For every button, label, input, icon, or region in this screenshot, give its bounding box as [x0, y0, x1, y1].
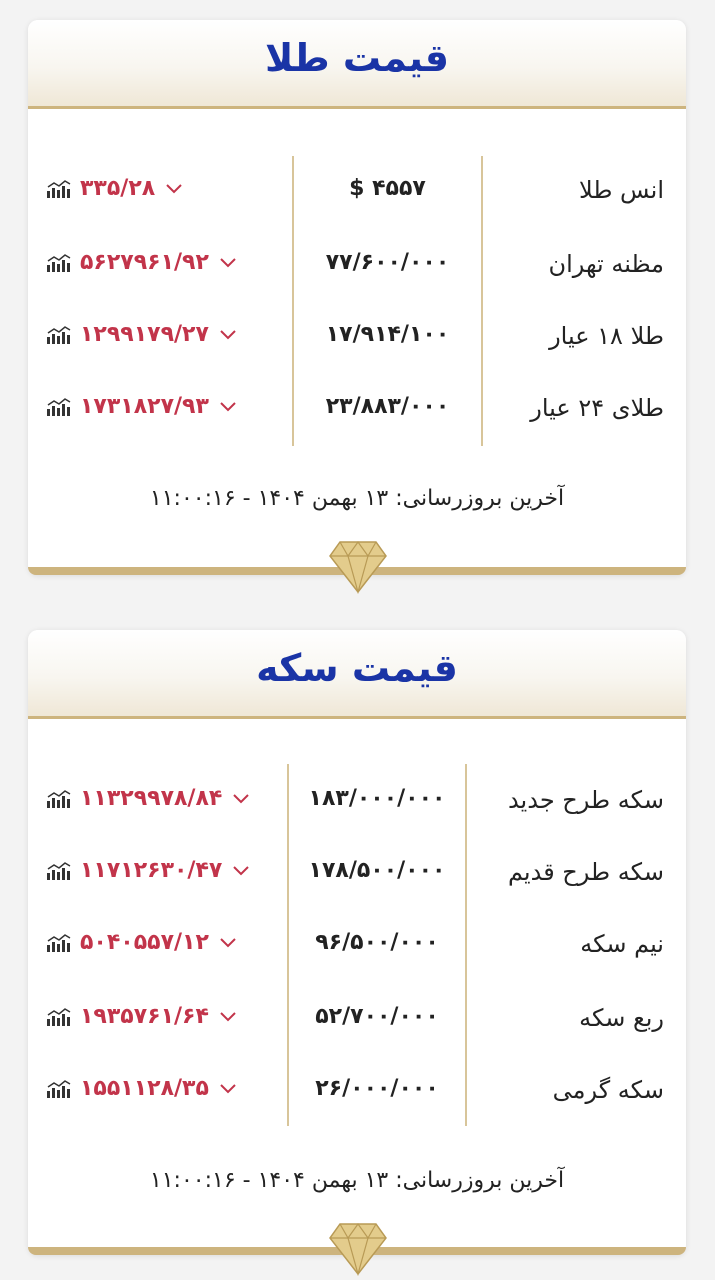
coin-row-change — [46, 930, 237, 955]
gold-row-price: ۴۵۵۷ $ — [349, 176, 426, 201]
coin-row-price: ۱۸۳/۰۰۰/۰۰۰ — [308, 786, 446, 811]
change-value: ۱۵۵۱۱۲۸/۳۵ — [80, 1076, 209, 1101]
coin-row-label: سکه طرح جدید — [507, 786, 664, 814]
gold-row-price: ۱۷/۹۱۴/۱۰۰ — [325, 322, 450, 347]
chevron-down-icon — [219, 329, 237, 341]
coin-row-price: ۵۲/۷۰۰/۰۰۰ — [315, 1004, 439, 1029]
coin-row-price: ۱۷۸/۵۰۰/۰۰۰ — [308, 858, 446, 883]
gold-row-change — [46, 176, 183, 201]
change-value: ۳۳۵/۲۸ — [80, 176, 156, 201]
bar-chart-icon[interactable] — [46, 1007, 72, 1027]
gold-row-label: طلا ۱۸ عیار — [549, 322, 664, 350]
chevron-down-icon — [219, 257, 237, 269]
diamond-icon — [328, 538, 388, 594]
change-value: ۵۰۴۰۵۵۷/۱۲ — [80, 930, 209, 955]
gold-card-header — [28, 20, 686, 109]
column-divider — [481, 156, 483, 446]
diamond-icon — [328, 1220, 388, 1276]
coin-row-change — [46, 858, 250, 883]
gold-row-change — [46, 250, 237, 275]
gold-row-price: ۲۳/۸۸۳/۰۰۰ — [325, 394, 450, 419]
chevron-down-icon — [219, 1083, 237, 1095]
coin-row-label: سکه گرمی — [552, 1076, 664, 1104]
coin-row-label: ربع سکه — [579, 1004, 664, 1032]
gold-row-label: انس طلا — [579, 176, 664, 204]
bar-chart-icon[interactable] — [46, 861, 72, 881]
change-value: ۵۶۲۷۹۶۱/۹۲ — [80, 250, 209, 275]
coin-card-header — [28, 630, 686, 719]
bar-chart-icon[interactable] — [46, 179, 72, 199]
chevron-down-icon — [232, 793, 250, 805]
change-value: ۱۷۳۱۸۲۷/۹۳ — [80, 394, 209, 419]
coin-price-card — [28, 630, 686, 1255]
coin-row-change — [46, 786, 250, 811]
bar-chart-icon[interactable] — [46, 397, 72, 417]
bar-chart-icon[interactable] — [46, 789, 72, 809]
chevron-down-icon — [219, 1011, 237, 1023]
gold-price-card — [28, 20, 686, 575]
bar-chart-icon[interactable] — [46, 253, 72, 273]
coin-row-price: ۲۶/۰۰۰/۰۰۰ — [315, 1076, 439, 1101]
column-divider — [465, 764, 467, 1126]
coin-row-price: ۹۶/۵۰۰/۰۰۰ — [315, 930, 439, 955]
bar-chart-icon[interactable] — [46, 933, 72, 953]
last-updated-text: آخرین بروزرسانی: ۱۳ بهمن ۱۴۰۴ - ۱۱:۰۰:۱۶ — [149, 1168, 565, 1193]
gold-row-label: طلای ۲۴ عیار — [530, 394, 664, 422]
coin-row-change — [46, 1004, 237, 1029]
last-updated-text: آخرین بروزرسانی: ۱۳ بهمن ۱۴۰۴ - ۱۱:۰۰:۱۶ — [149, 486, 565, 511]
gold-row-price: ۷۷/۶۰۰/۰۰۰ — [325, 250, 450, 275]
coin-row-label: نیم سکه — [580, 930, 664, 958]
gold-row-label: مظنه تهران — [548, 250, 664, 278]
change-value: ۱۱۳۲۹۹۷۸/۸۴ — [80, 786, 223, 811]
change-value: ۱۹۳۵۷۶۱/۶۴ — [80, 1004, 209, 1029]
chevron-down-icon — [219, 937, 237, 949]
gold-card-title: قیمت طلا — [265, 36, 449, 80]
change-value: ۱۲۹۹۱۷۹/۲۷ — [80, 322, 209, 347]
bar-chart-icon[interactable] — [46, 1079, 72, 1099]
gold-row-change — [46, 322, 237, 347]
coin-row-label: سکه طرح قدیم — [507, 858, 664, 886]
chevron-down-icon — [165, 183, 183, 195]
change-value: ۱۱۷۱۲۶۳۰/۴۷ — [80, 858, 223, 883]
chevron-down-icon — [219, 401, 237, 413]
coin-row-change — [46, 1076, 237, 1101]
coin-card-title: قیمت سکه — [256, 646, 458, 690]
chevron-down-icon — [232, 865, 250, 877]
gold-row-change — [46, 394, 237, 419]
bar-chart-icon[interactable] — [46, 325, 72, 345]
